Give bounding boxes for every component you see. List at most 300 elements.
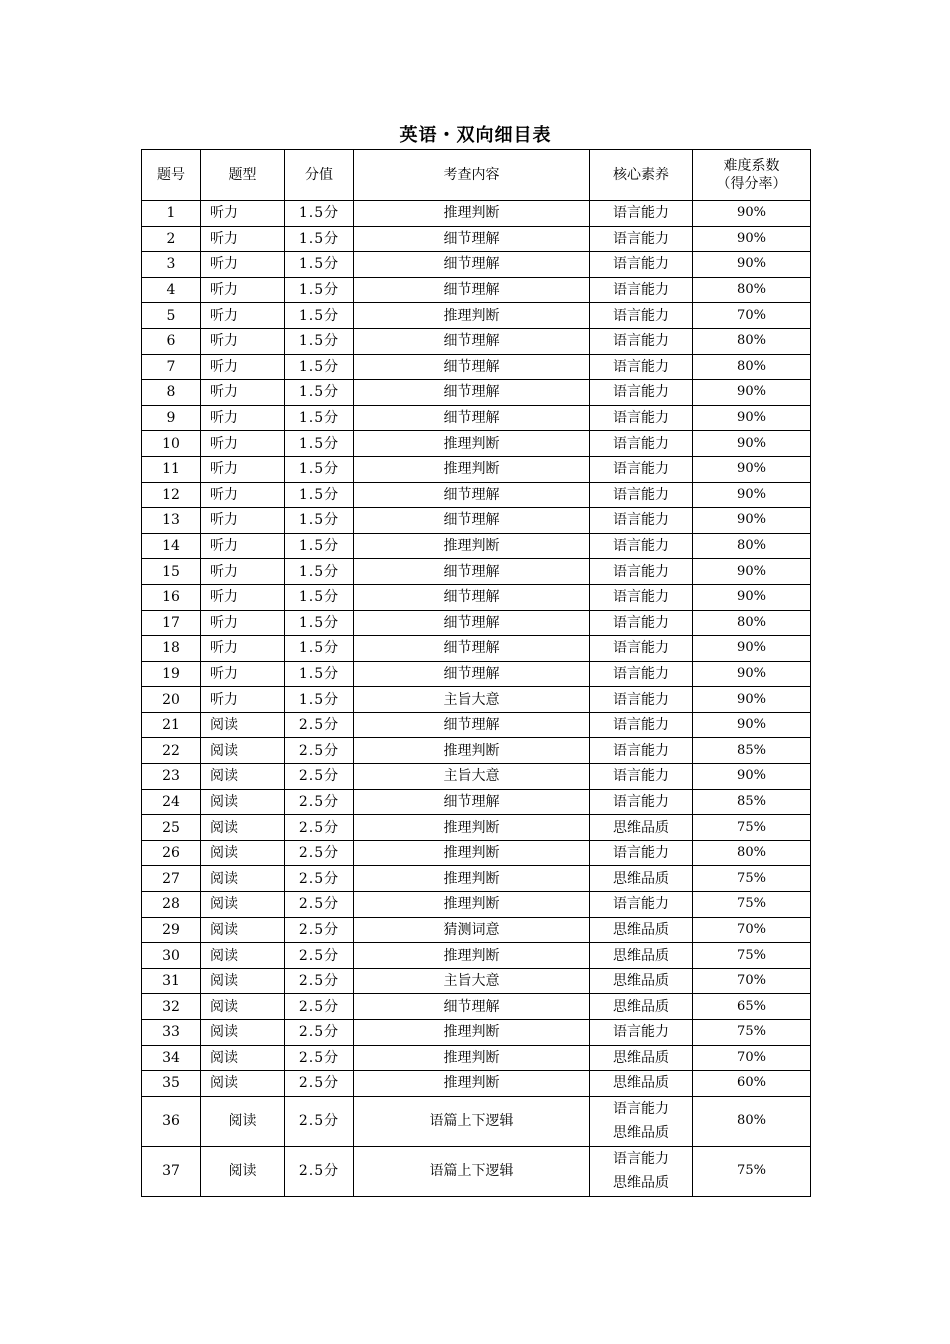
literacy-item: 语言能力 bbox=[613, 768, 669, 785]
table-row bbox=[142, 712, 811, 738]
cell-difficulty: 90% bbox=[693, 712, 811, 738]
table-row bbox=[142, 584, 811, 610]
cell-score: 2.5分 bbox=[285, 738, 354, 764]
cell-no: 10 bbox=[142, 431, 201, 457]
cell-difficulty: 75% bbox=[693, 866, 811, 892]
table-row bbox=[142, 533, 811, 559]
cell-difficulty: 75% bbox=[693, 815, 811, 841]
cell-content: 推理判断 bbox=[354, 456, 590, 482]
cell-no: 30 bbox=[142, 943, 201, 969]
cell-score: 2.5分 bbox=[285, 943, 354, 969]
cell-content: 细节理解 bbox=[354, 610, 590, 636]
cell-type: 阅读 bbox=[201, 994, 285, 1020]
cell-type: 听力 bbox=[201, 405, 285, 431]
cell-content: 细节理解 bbox=[354, 789, 590, 815]
table-row bbox=[142, 303, 811, 329]
cell-content: 推理判断 bbox=[354, 840, 590, 866]
cell-score: 1.5分 bbox=[285, 559, 354, 585]
cell-literacy bbox=[590, 1146, 693, 1196]
cell-score: 1.5分 bbox=[285, 201, 354, 227]
cell-difficulty: 85% bbox=[693, 789, 811, 815]
cell-difficulty: 80% bbox=[693, 277, 811, 303]
cell-content: 细节理解 bbox=[354, 994, 590, 1020]
cell-type: 阅读 bbox=[201, 1096, 285, 1146]
table-body bbox=[142, 201, 811, 1197]
cell-type: 听力 bbox=[201, 303, 285, 329]
cell-type: 阅读 bbox=[201, 840, 285, 866]
cell-score: 1.5分 bbox=[285, 226, 354, 252]
table-row bbox=[142, 764, 811, 790]
cell-score: 2.5分 bbox=[285, 840, 354, 866]
literacy-item: 语言能力 bbox=[613, 307, 669, 324]
literacy-item: 语言能力 bbox=[613, 589, 669, 606]
cell-type: 听力 bbox=[201, 687, 285, 713]
cell-content: 细节理解 bbox=[354, 354, 590, 380]
cell-content: 猜测词意 bbox=[354, 917, 590, 943]
cell-score: 1.5分 bbox=[285, 584, 354, 610]
cell-type: 听力 bbox=[201, 201, 285, 227]
table-row bbox=[142, 610, 811, 636]
cell-literacy bbox=[590, 636, 693, 662]
cell-score: 2.5分 bbox=[285, 1071, 354, 1097]
cell-no: 6 bbox=[142, 328, 201, 354]
cell-content: 推理判断 bbox=[354, 866, 590, 892]
cell-score: 1.5分 bbox=[285, 277, 354, 303]
cell-literacy bbox=[590, 789, 693, 815]
cell-score: 2.5分 bbox=[285, 866, 354, 892]
cell-difficulty: 90% bbox=[693, 687, 811, 713]
table-row bbox=[142, 508, 811, 534]
literacy-item: 语言能力 bbox=[613, 461, 669, 478]
cell-no: 1 bbox=[142, 201, 201, 227]
cell-score: 2.5分 bbox=[285, 917, 354, 943]
cell-literacy bbox=[590, 687, 693, 713]
cell-content: 细节理解 bbox=[354, 226, 590, 252]
cell-difficulty: 90% bbox=[693, 508, 811, 534]
cell-score: 1.5分 bbox=[285, 661, 354, 687]
cell-score: 1.5分 bbox=[285, 482, 354, 508]
cell-content: 主旨大意 bbox=[354, 968, 590, 994]
table-row bbox=[142, 994, 811, 1020]
cell-score: 1.5分 bbox=[285, 610, 354, 636]
table-row bbox=[142, 226, 811, 252]
header-difficulty bbox=[693, 150, 811, 201]
cell-content: 细节理解 bbox=[354, 636, 590, 662]
literacy-item: 语言能力 bbox=[613, 358, 669, 375]
table-row bbox=[142, 866, 811, 892]
cell-content: 细节理解 bbox=[354, 508, 590, 534]
cell-score: 2.5分 bbox=[285, 1045, 354, 1071]
cell-score: 1.5分 bbox=[285, 687, 354, 713]
cell-score: 2.5分 bbox=[285, 815, 354, 841]
literacy-item: 语言能力 bbox=[613, 640, 669, 657]
cell-score: 1.5分 bbox=[285, 636, 354, 662]
cell-content: 细节理解 bbox=[354, 405, 590, 431]
literacy-item: 思维品质 bbox=[613, 1049, 669, 1066]
cell-no: 8 bbox=[142, 380, 201, 406]
table-row bbox=[142, 1045, 811, 1071]
cell-type: 听力 bbox=[201, 354, 285, 380]
cell-score: 2.5分 bbox=[285, 1020, 354, 1046]
header-literacy: 核心素养 bbox=[590, 150, 693, 201]
literacy-item: 思维品质 bbox=[613, 1075, 669, 1092]
cell-type: 听力 bbox=[201, 456, 285, 482]
cell-literacy bbox=[590, 1071, 693, 1097]
cell-type: 阅读 bbox=[201, 1020, 285, 1046]
cell-score: 1.5分 bbox=[285, 380, 354, 406]
table-row bbox=[142, 1146, 811, 1196]
cell-content: 推理判断 bbox=[354, 892, 590, 918]
cell-literacy bbox=[590, 892, 693, 918]
cell-content: 推理判断 bbox=[354, 533, 590, 559]
literacy-item: 语言能力 bbox=[613, 282, 669, 299]
cell-type: 阅读 bbox=[201, 1045, 285, 1071]
table-row bbox=[142, 328, 811, 354]
cell-difficulty: 70% bbox=[693, 1045, 811, 1071]
cell-difficulty: 75% bbox=[693, 1020, 811, 1046]
cell-difficulty: 75% bbox=[693, 892, 811, 918]
literacy-item: 语言能力 bbox=[613, 384, 669, 401]
cell-literacy bbox=[590, 252, 693, 278]
literacy-item: 语言能力 bbox=[613, 1024, 669, 1041]
cell-literacy bbox=[590, 508, 693, 534]
cell-difficulty: 80% bbox=[693, 328, 811, 354]
cell-score: 2.5分 bbox=[285, 764, 354, 790]
table-row bbox=[142, 201, 811, 227]
cell-literacy bbox=[590, 584, 693, 610]
cell-content: 细节理解 bbox=[354, 661, 590, 687]
cell-no: 16 bbox=[142, 584, 201, 610]
literacy-item: 语言能力 bbox=[613, 230, 669, 247]
cell-difficulty: 90% bbox=[693, 482, 811, 508]
cell-no: 7 bbox=[142, 354, 201, 380]
cell-difficulty: 90% bbox=[693, 380, 811, 406]
cell-difficulty: 70% bbox=[693, 968, 811, 994]
cell-score: 1.5分 bbox=[285, 354, 354, 380]
cell-no: 21 bbox=[142, 712, 201, 738]
cell-no: 26 bbox=[142, 840, 201, 866]
literacy-item: 语言能力 bbox=[613, 717, 669, 734]
cell-literacy bbox=[590, 456, 693, 482]
cell-type: 听力 bbox=[201, 226, 285, 252]
cell-type: 听力 bbox=[201, 533, 285, 559]
cell-difficulty: 60% bbox=[693, 1071, 811, 1097]
page-title: 英语・双向细目表 bbox=[399, 125, 552, 146]
cell-type: 阅读 bbox=[201, 968, 285, 994]
cell-content: 推理判断 bbox=[354, 431, 590, 457]
cell-no: 18 bbox=[142, 636, 201, 662]
table-row bbox=[142, 456, 811, 482]
cell-literacy bbox=[590, 226, 693, 252]
cell-type: 听力 bbox=[201, 508, 285, 534]
cell-no: 23 bbox=[142, 764, 201, 790]
cell-difficulty: 90% bbox=[693, 226, 811, 252]
header-no: 题号 bbox=[142, 150, 201, 201]
cell-no: 15 bbox=[142, 559, 201, 585]
cell-no: 35 bbox=[142, 1071, 201, 1097]
cell-score: 1.5分 bbox=[285, 456, 354, 482]
table-row bbox=[142, 661, 811, 687]
cell-difficulty: 90% bbox=[693, 431, 811, 457]
table-row bbox=[142, 354, 811, 380]
cell-no: 4 bbox=[142, 277, 201, 303]
cell-no: 27 bbox=[142, 866, 201, 892]
table-row bbox=[142, 943, 811, 969]
cell-difficulty: 65% bbox=[693, 994, 811, 1020]
cell-difficulty: 90% bbox=[693, 661, 811, 687]
cell-no: 37 bbox=[142, 1146, 201, 1196]
cell-no: 11 bbox=[142, 456, 201, 482]
cell-difficulty: 90% bbox=[693, 456, 811, 482]
cell-content: 细节理解 bbox=[354, 328, 590, 354]
cell-literacy bbox=[590, 738, 693, 764]
cell-no: 34 bbox=[142, 1045, 201, 1071]
cell-literacy bbox=[590, 917, 693, 943]
cell-content: 推理判断 bbox=[354, 815, 590, 841]
table-row bbox=[142, 892, 811, 918]
cell-content: 细节理解 bbox=[354, 584, 590, 610]
cell-literacy bbox=[590, 380, 693, 406]
cell-score: 1.5分 bbox=[285, 508, 354, 534]
literacy-item: 思维品质 bbox=[613, 973, 669, 990]
cell-score: 2.5分 bbox=[285, 994, 354, 1020]
literacy-item: 语言能力 bbox=[613, 665, 669, 682]
cell-difficulty: 90% bbox=[693, 559, 811, 585]
literacy-item: 思维品质 bbox=[613, 998, 669, 1015]
literacy-item: 语言能力 bbox=[613, 845, 669, 862]
cell-score: 1.5分 bbox=[285, 328, 354, 354]
table-row bbox=[142, 559, 811, 585]
cell-type: 阅读 bbox=[201, 764, 285, 790]
cell-type: 阅读 bbox=[201, 892, 285, 918]
cell-type: 阅读 bbox=[201, 738, 285, 764]
literacy-item: 思维品质 bbox=[613, 921, 669, 938]
table-header-row bbox=[142, 150, 811, 201]
cell-content: 推理判断 bbox=[354, 1071, 590, 1097]
cell-literacy bbox=[590, 482, 693, 508]
literacy-item: 语言能力 bbox=[613, 486, 669, 503]
literacy-item: 思维品质 bbox=[613, 870, 669, 887]
cell-type: 阅读 bbox=[201, 943, 285, 969]
cell-content: 细节理解 bbox=[354, 252, 590, 278]
cell-difficulty: 80% bbox=[693, 354, 811, 380]
cell-content: 细节理解 bbox=[354, 380, 590, 406]
table-row bbox=[142, 277, 811, 303]
cell-type: 阅读 bbox=[201, 1146, 285, 1196]
cell-content: 主旨大意 bbox=[354, 764, 590, 790]
cell-no: 22 bbox=[142, 738, 201, 764]
literacy-item: 语言能力 bbox=[613, 256, 669, 273]
header-content: 考查内容 bbox=[354, 150, 590, 201]
cell-literacy bbox=[590, 533, 693, 559]
literacy-item: 语言能力 bbox=[613, 1151, 669, 1168]
cell-type: 听力 bbox=[201, 584, 285, 610]
cell-difficulty: 90% bbox=[693, 636, 811, 662]
cell-difficulty: 80% bbox=[693, 610, 811, 636]
cell-type: 听力 bbox=[201, 636, 285, 662]
cell-score: 1.5分 bbox=[285, 405, 354, 431]
cell-no: 31 bbox=[142, 968, 201, 994]
literacy-item: 语言能力 bbox=[613, 538, 669, 555]
cell-no: 5 bbox=[142, 303, 201, 329]
cell-content: 推理判断 bbox=[354, 738, 590, 764]
literacy-item: 语言能力 bbox=[613, 614, 669, 631]
table-row bbox=[142, 917, 811, 943]
cell-content: 语篇上下逻辑 bbox=[354, 1146, 590, 1196]
cell-difficulty: 85% bbox=[693, 738, 811, 764]
cell-difficulty: 90% bbox=[693, 252, 811, 278]
literacy-item: 语言能力 bbox=[613, 742, 669, 759]
table-row bbox=[142, 687, 811, 713]
cell-literacy bbox=[590, 1096, 693, 1146]
literacy-item: 语言能力 bbox=[613, 333, 669, 350]
cell-difficulty: 70% bbox=[693, 303, 811, 329]
header-score: 分值 bbox=[285, 150, 354, 201]
cell-type: 听力 bbox=[201, 559, 285, 585]
cell-literacy bbox=[590, 431, 693, 457]
table-row bbox=[142, 431, 811, 457]
literacy-item: 语言能力 bbox=[613, 410, 669, 427]
cell-score: 2.5分 bbox=[285, 712, 354, 738]
cell-no: 24 bbox=[142, 789, 201, 815]
cell-literacy bbox=[590, 943, 693, 969]
cell-content: 细节理解 bbox=[354, 712, 590, 738]
literacy-item: 思维品质 bbox=[613, 1125, 669, 1142]
cell-difficulty: 90% bbox=[693, 584, 811, 610]
cell-difficulty: 80% bbox=[693, 840, 811, 866]
cell-type: 听力 bbox=[201, 661, 285, 687]
literacy-item: 语言能力 bbox=[613, 512, 669, 529]
table-row bbox=[142, 1096, 811, 1146]
cell-score: 2.5分 bbox=[285, 1096, 354, 1146]
table-row bbox=[142, 738, 811, 764]
cell-literacy bbox=[590, 559, 693, 585]
cell-score: 2.5分 bbox=[285, 968, 354, 994]
cell-content: 推理判断 bbox=[354, 1020, 590, 1046]
cell-score: 2.5分 bbox=[285, 789, 354, 815]
cell-score: 1.5分 bbox=[285, 303, 354, 329]
cell-content: 主旨大意 bbox=[354, 687, 590, 713]
cell-literacy bbox=[590, 866, 693, 892]
table-row bbox=[142, 380, 811, 406]
cell-difficulty: 90% bbox=[693, 764, 811, 790]
cell-literacy bbox=[590, 661, 693, 687]
cell-score: 2.5分 bbox=[285, 892, 354, 918]
literacy-item: 语言能力 bbox=[613, 793, 669, 810]
literacy-item: 语言能力 bbox=[613, 435, 669, 452]
cell-literacy bbox=[590, 610, 693, 636]
table-row bbox=[142, 789, 811, 815]
table-row bbox=[142, 252, 811, 278]
cell-literacy bbox=[590, 712, 693, 738]
cell-literacy bbox=[590, 328, 693, 354]
cell-no: 28 bbox=[142, 892, 201, 918]
cell-type: 听力 bbox=[201, 252, 285, 278]
table-row bbox=[142, 405, 811, 431]
cell-score: 2.5分 bbox=[285, 1146, 354, 1196]
literacy-item: 语言能力 bbox=[613, 563, 669, 580]
cell-content: 细节理解 bbox=[354, 482, 590, 508]
literacy-item: 思维品质 bbox=[613, 1175, 669, 1192]
table-row bbox=[142, 840, 811, 866]
cell-no: 9 bbox=[142, 405, 201, 431]
table-row bbox=[142, 1071, 811, 1097]
cell-type: 听力 bbox=[201, 610, 285, 636]
cell-content: 细节理解 bbox=[354, 559, 590, 585]
cell-literacy bbox=[590, 1020, 693, 1046]
cell-no: 29 bbox=[142, 917, 201, 943]
header-difficulty-line1: 难度系数 bbox=[723, 158, 780, 174]
table-row bbox=[142, 1020, 811, 1046]
cell-content: 推理判断 bbox=[354, 303, 590, 329]
cell-type: 阅读 bbox=[201, 815, 285, 841]
cell-score: 1.5分 bbox=[285, 431, 354, 457]
cell-no: 14 bbox=[142, 533, 201, 559]
cell-literacy bbox=[590, 201, 693, 227]
spec-table bbox=[141, 149, 811, 1197]
cell-type: 阅读 bbox=[201, 712, 285, 738]
header-difficulty-line2: （得分率） bbox=[716, 176, 787, 192]
cell-content: 细节理解 bbox=[354, 277, 590, 303]
cell-type: 听力 bbox=[201, 328, 285, 354]
cell-content: 推理判断 bbox=[354, 201, 590, 227]
cell-type: 听力 bbox=[201, 431, 285, 457]
cell-difficulty: 90% bbox=[693, 405, 811, 431]
cell-no: 19 bbox=[142, 661, 201, 687]
cell-difficulty: 70% bbox=[693, 917, 811, 943]
cell-content: 推理判断 bbox=[354, 943, 590, 969]
literacy-item: 思维品质 bbox=[613, 819, 669, 836]
cell-difficulty: 75% bbox=[693, 943, 811, 969]
cell-literacy bbox=[590, 764, 693, 790]
cell-no: 17 bbox=[142, 610, 201, 636]
cell-no: 20 bbox=[142, 687, 201, 713]
cell-type: 听力 bbox=[201, 482, 285, 508]
cell-difficulty: 90% bbox=[693, 201, 811, 227]
cell-no: 13 bbox=[142, 508, 201, 534]
cell-difficulty: 80% bbox=[693, 533, 811, 559]
cell-difficulty: 75% bbox=[693, 1146, 811, 1196]
cell-no: 36 bbox=[142, 1096, 201, 1146]
cell-content: 语篇上下逻辑 bbox=[354, 1096, 590, 1146]
cell-literacy bbox=[590, 405, 693, 431]
cell-no: 12 bbox=[142, 482, 201, 508]
cell-no: 25 bbox=[142, 815, 201, 841]
cell-literacy bbox=[590, 303, 693, 329]
cell-type: 阅读 bbox=[201, 789, 285, 815]
cell-literacy bbox=[590, 994, 693, 1020]
cell-content: 推理判断 bbox=[354, 1045, 590, 1071]
cell-type: 阅读 bbox=[201, 1071, 285, 1097]
cell-type: 听力 bbox=[201, 277, 285, 303]
cell-no: 2 bbox=[142, 226, 201, 252]
table-row bbox=[142, 968, 811, 994]
cell-type: 阅读 bbox=[201, 866, 285, 892]
cell-score: 1.5分 bbox=[285, 533, 354, 559]
literacy-item: 语言能力 bbox=[613, 896, 669, 913]
cell-literacy bbox=[590, 277, 693, 303]
cell-score: 1.5分 bbox=[285, 252, 354, 278]
cell-type: 听力 bbox=[201, 380, 285, 406]
cell-no: 33 bbox=[142, 1020, 201, 1046]
cell-type: 阅读 bbox=[201, 917, 285, 943]
literacy-item: 语言能力 bbox=[613, 1101, 669, 1118]
header-type: 题型 bbox=[201, 150, 285, 201]
cell-no: 32 bbox=[142, 994, 201, 1020]
cell-literacy bbox=[590, 840, 693, 866]
literacy-item: 思维品质 bbox=[613, 947, 669, 964]
cell-literacy bbox=[590, 815, 693, 841]
